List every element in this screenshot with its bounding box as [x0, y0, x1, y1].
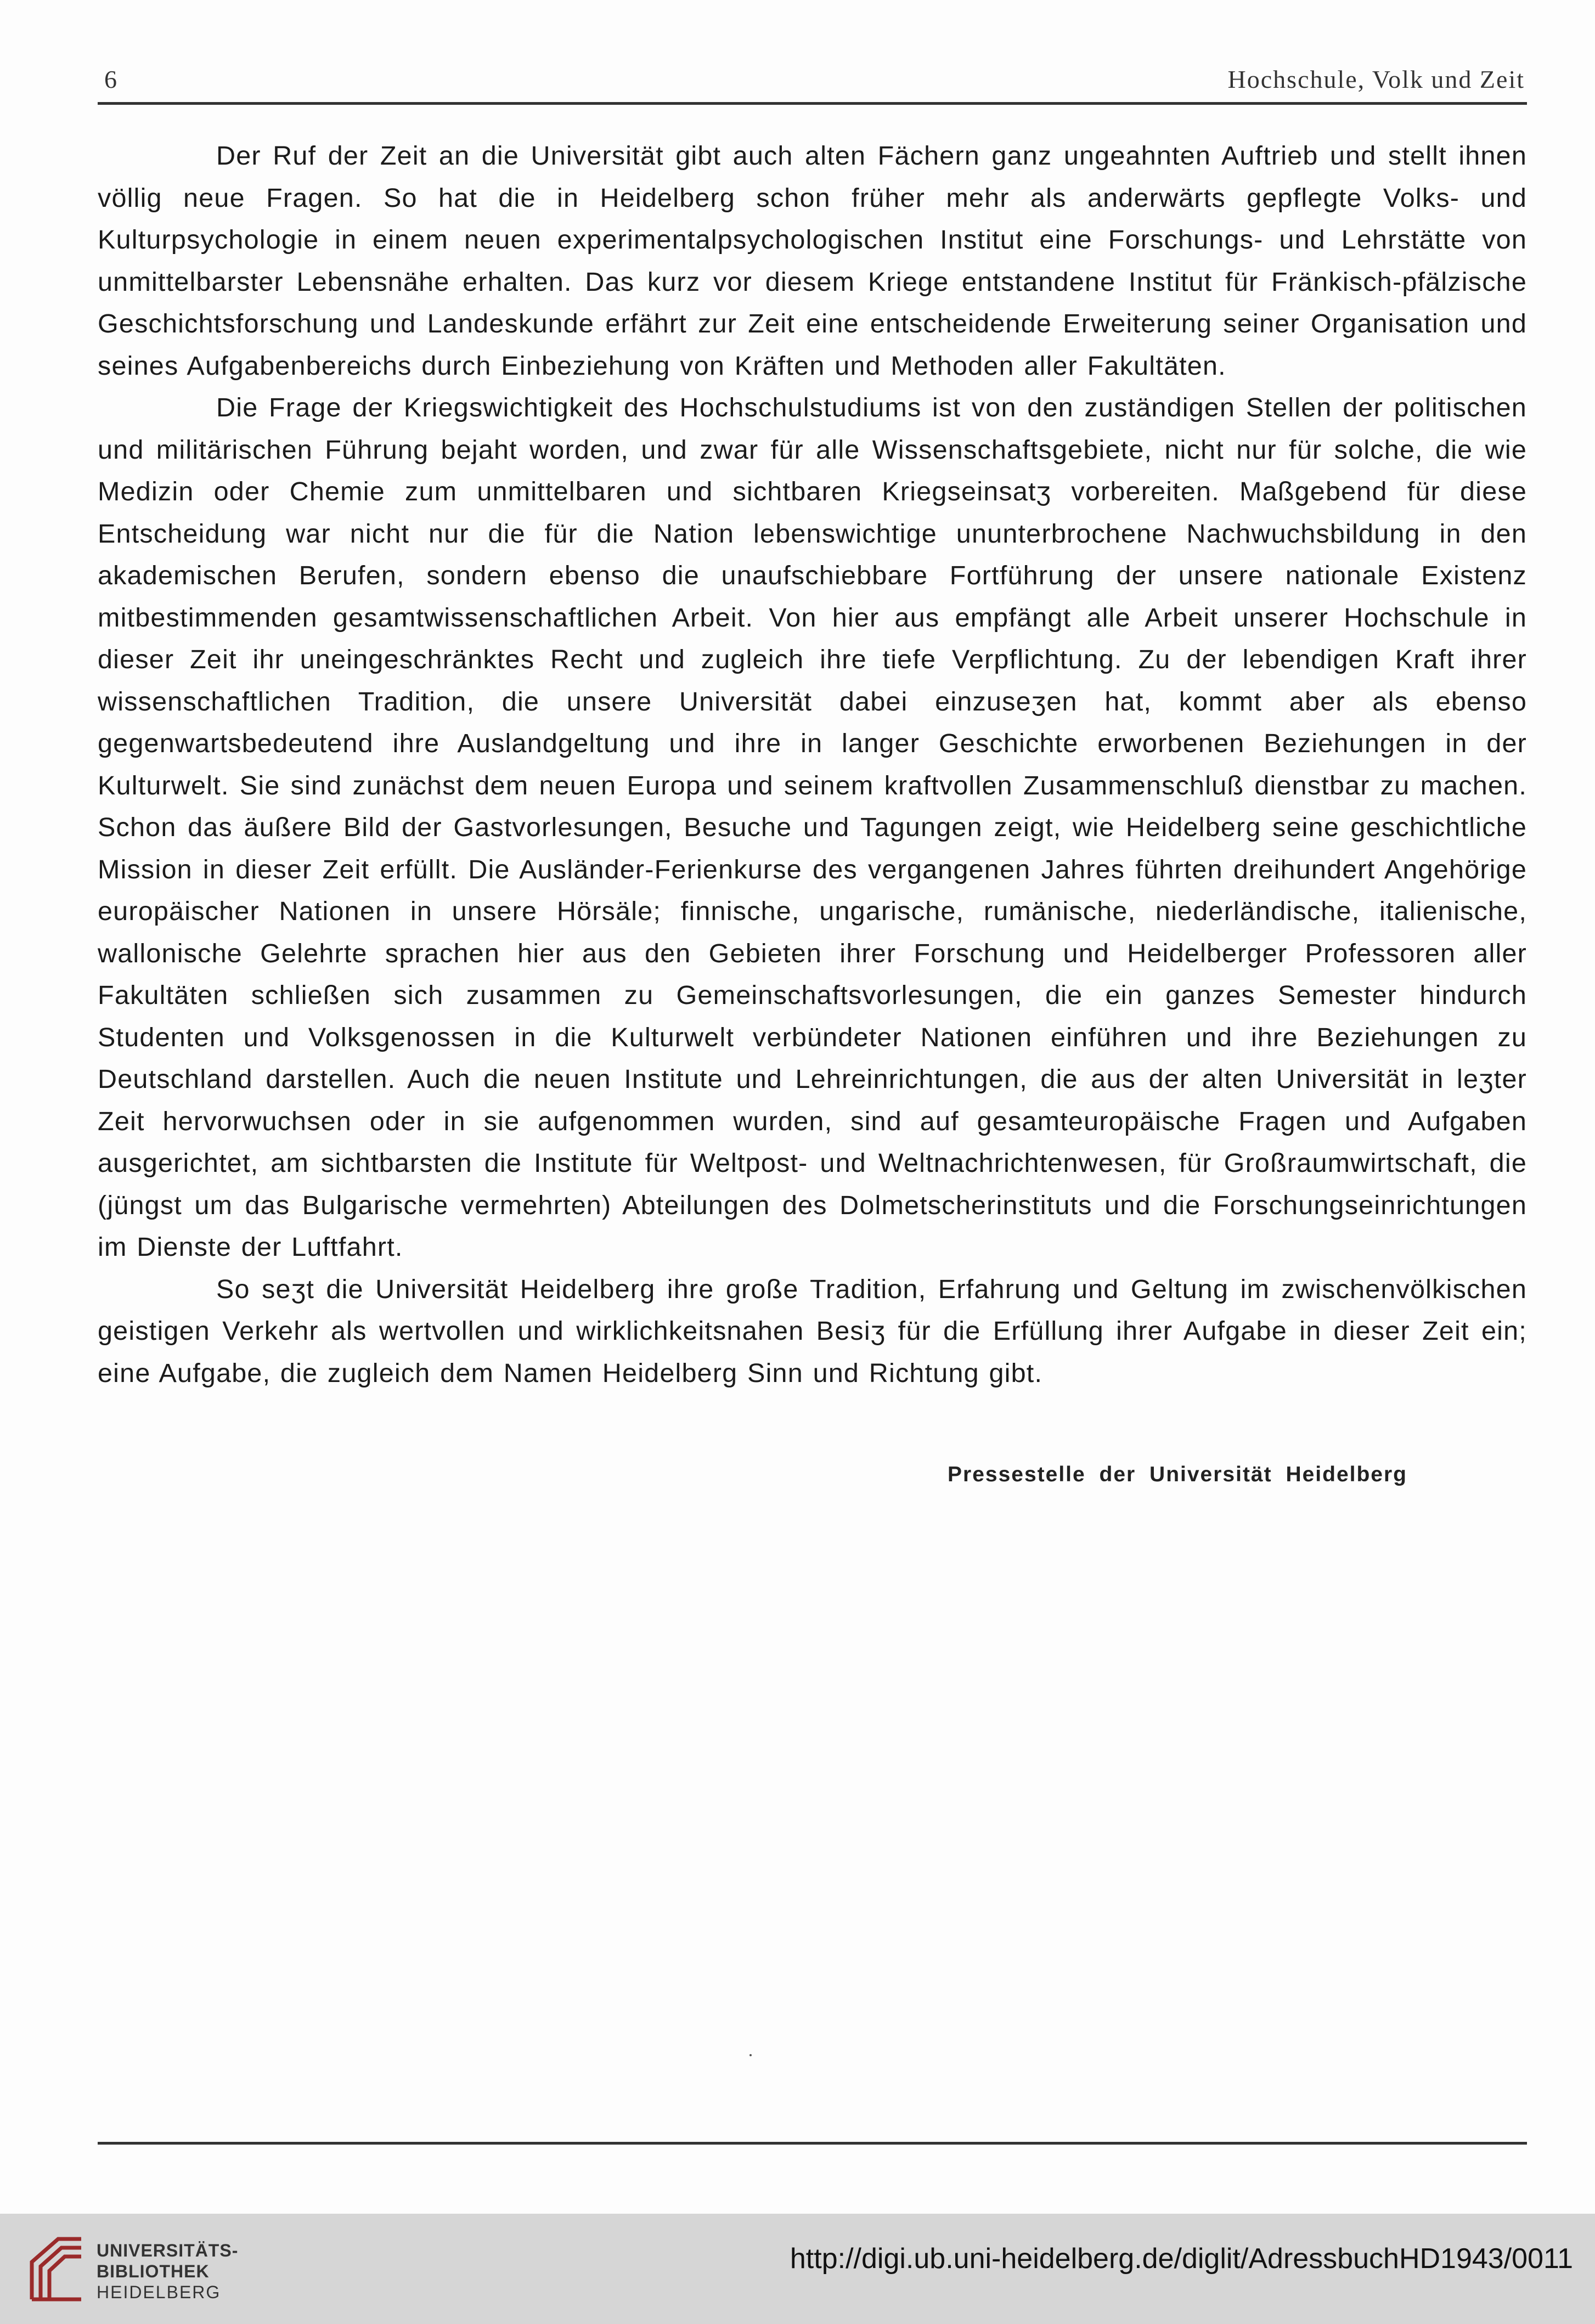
library-footer-bar: [0, 2214, 1595, 2324]
paragraph-3: So seʒt die Universität Heidelberg ihre große Tradition, Erfahrung und Geltung im zwischenvölkischen geistigen Verkehr als wertvollen und wirklichkeitsnahen Besiʒ für die Erfüllung ihrer Aufgabe in dieser Zeit ein; eine Aufgabe, die zugleich dem Namen Heidelberg Sinn und Richtung gibt.: [98, 1274, 1527, 1388]
running-title: Hochschule, Volk und Zeit: [1227, 65, 1525, 93]
library-logo-icon[interactable]: [26, 2233, 87, 2305]
paragraph-2: Die Frage der Kriegswichtigkeit des Hochschulstudiums ist von den zuständigen Stellen der politischen und militärischen Führung bejaht worden, und zwar für alle Wissenschaftsgebiete, nicht nur für solche, die wie Medizin oder Chemie zum unmittelbaren und sichtbaren Kriegseinsatʒ vorbereiten. Maßgebend für diese Entscheidung war nicht nur die für die Nation lebenswichtige ununterbrochene Nachwuchsbildung in den akademischen Berufen, sondern ebenso die unaufschiebbare Fortführung der unsere nationale Existenz mitbestimmenden gesamtwissenschaftlichen Arbeit. Von hier aus empfängt alle Arbeit unserer Hochschule in dieser Zeit ihr uneingeschränktes Recht und zugleich ihre tiefe Verpflichtung. Zu der lebendigen Kraft ihrer wissenschaftlichen Tradition, die unsere Universität dabei einzuseʒen hat, kommt aber als ebenso gegenwartsbedeutend ihre Auslandgeltung und ihre in langer Geschichte erworbenen Beziehungen in der Kulturwelt. Sie sind zunächst dem neuen Europa und seinem kraftvollen Zusammenschluß dienstbar zu machen. Schon das äußere Bild der Gastvorlesungen, Besuche und Tagungen zeigt, wie Heidelberg seine geschichtliche Mission in dieser Zeit erfüllt. Die Ausländer-Ferienkurse des vergangenen Jahres führten dreihundert Angehörige europäischer Nationen in unsere Hörsäle; finnische, ungarische, rumänische, niederländische, italienische, wallonische Gelehrte sprachen hier aus den Gebieten ihrer Forschung und Heidelberger Professoren aller Fakultäten schließen sich zusammen zu Gemeinschaftsvorlesungen, die ein ganzes Semester hindurch Studenten und Volksgenossen in die Kulturwelt verbündeter Nationen einführen und ihre Beziehungen zu Deutschland darstellen. Auch die neuen Institute und Lehreinrichtungen, die aus der alten Universität in leʒter Zeit hervorwuchsen oder in sie aufgenommen wurden, sind auf gesamteuropäische Fragen und Aufgaben ausgerichtet, am sichtbarsten die Institute für Weltpost- und Weltnachrichtenwesen, für Großraumwirtschaft, die (jüngst um das Bulgarische vermehrten) Abteilungen des Dolmetscherinstituts und die Forschungseinrichtungen im Dienste der Luftfahrt.: [98, 393, 1527, 1262]
permalink-url[interactable]: http://digi.ub.uni-heidelberg.de/diglit/AdressbuchHD1943/0011: [790, 2243, 1573, 2275]
library-name-line-2: BIBLIOTHEK: [97, 2261, 210, 2281]
library-name-line-3: HEIDELBERG: [97, 2282, 221, 2302]
print-speck: [749, 2054, 752, 2056]
footer-rule: [98, 2142, 1527, 2145]
library-name[interactable]: [97, 2240, 238, 2303]
header-rule: [98, 102, 1527, 105]
library-name-line-1: UNIVERSITÄTS-: [97, 2241, 239, 2260]
signature: Pressestelle der Universität Heidelberg: [948, 1463, 1407, 1486]
page-number: 6: [104, 65, 117, 93]
paragraph-1: Der Ruf der Zeit an die Universität gibt auch alten Fächern ganz ungeahnten Auftrieb und stellt ihnen völlig neue Fragen. So hat die in Heidelberg schon früher mehr als anderwärts gepflegte Volks- und Kulturpsychologie in einem neuen experimentalpsychologischen Institut eine Forschungs- und Lehrstätte von unmittelbarster Lebensnähe erhalten. Das kurz vor diesem Kriege entstandene Institut für Fränkisch-pfälzische Geschichtsforschung und Landeskunde erfährt zur Zeit eine entscheidende Erweiterung seiner Organisation und seines Aufgabenbereichs durch Einbeziehung von Kräften und Methoden aller Fakultäten.: [98, 141, 1527, 381]
body-text: [98, 135, 1527, 1394]
